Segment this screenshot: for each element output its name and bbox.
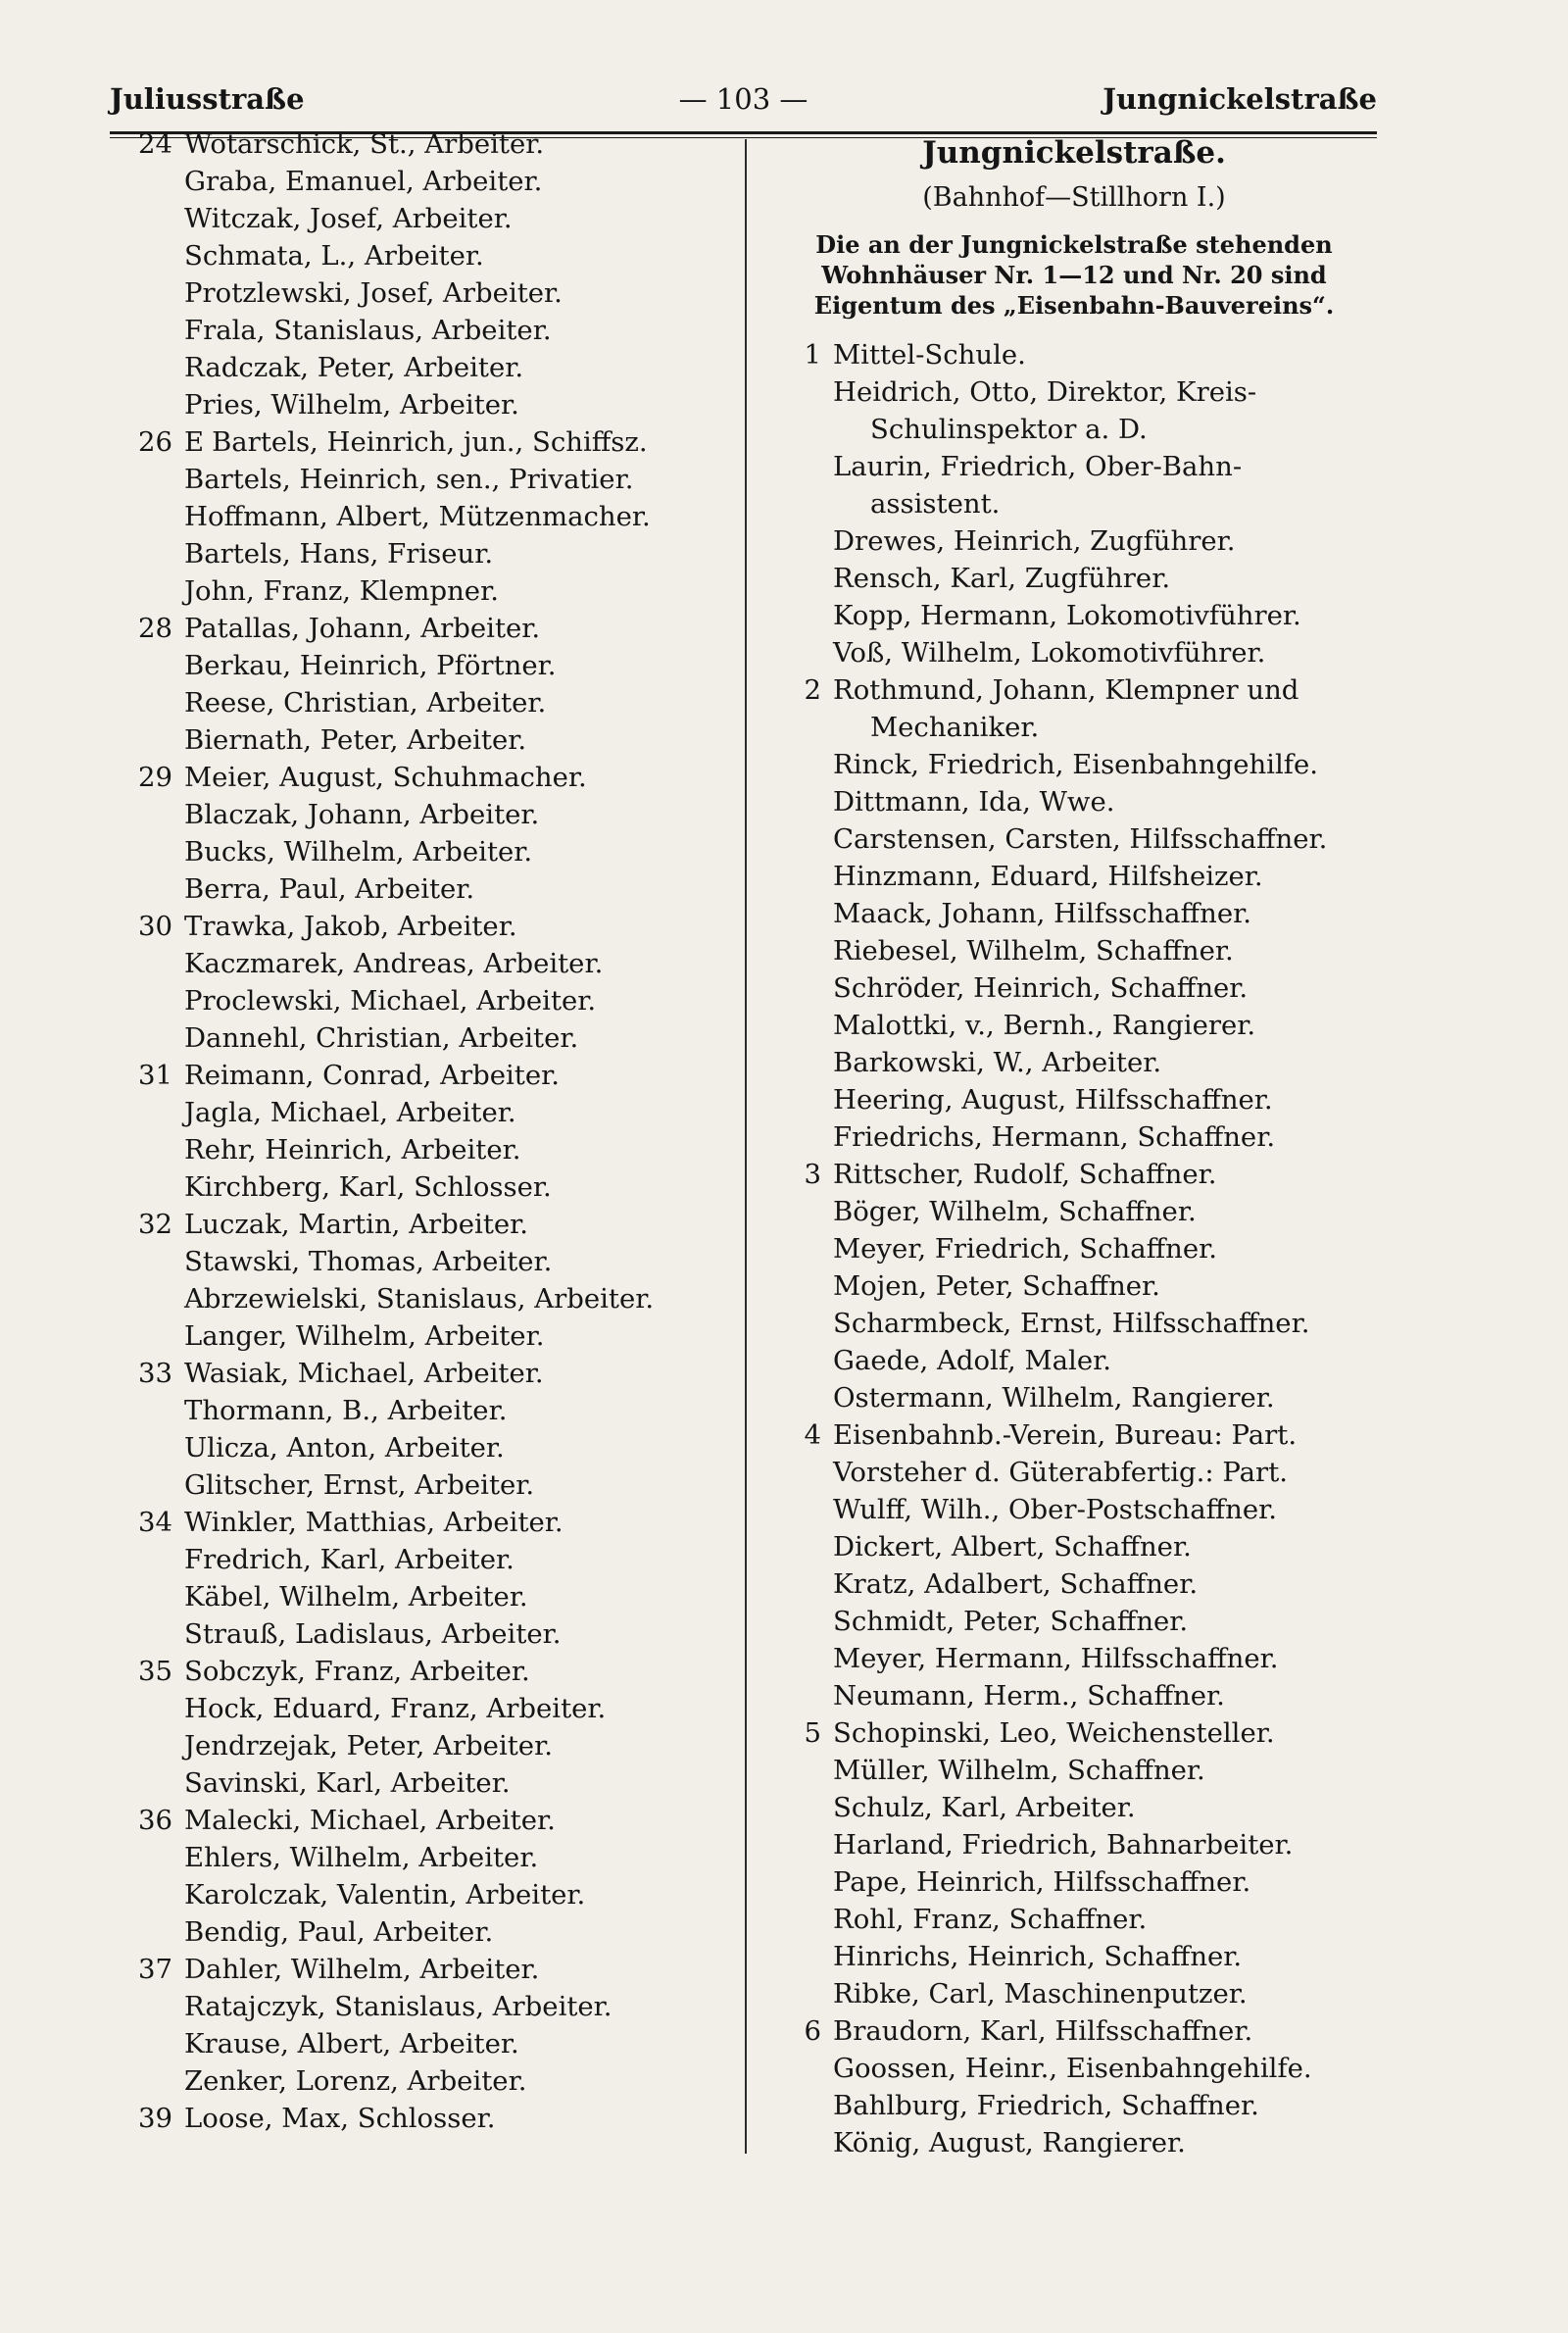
- resident-list: [833, 671, 1382, 1156]
- resident-line: [184, 1653, 733, 1690]
- resident-text: Hoffmann, Albert, Mützenmacher.: [184, 501, 651, 532]
- resident-text: Rehr, Heinrich, Arbeiter.: [184, 1134, 521, 1166]
- resident-line: [184, 386, 733, 423]
- resident-line: [184, 1690, 733, 1727]
- resident-list: [184, 1653, 733, 1802]
- left-column: [118, 125, 733, 2137]
- resident-text: Ehlers, Wilhelm, Arbeiter.: [184, 1842, 539, 1873]
- resident-line: [184, 125, 733, 163]
- resident-line: [184, 796, 733, 833]
- resident-text: Patallas, Johann, Arbeiter.: [184, 613, 541, 644]
- house-number: 28: [138, 613, 172, 644]
- resident-text: Goossen, Heinr., Eisenbahngehilfe.: [833, 2053, 1312, 2084]
- resident-line: [833, 411, 1382, 448]
- resident-line: [184, 759, 733, 796]
- resident-text: Rinck, Friedrich, Eisenbahngehilfe.: [833, 749, 1318, 780]
- resident-text: Dannehl, Christian, Arbeiter.: [184, 1022, 579, 1054]
- resident-line: [184, 349, 733, 386]
- resident-text: Müller, Wilhelm, Schaffner.: [833, 1755, 1205, 1786]
- house-entry: [766, 2012, 1382, 2161]
- resident-text: Dahler, Wilhelm, Arbeiter.: [184, 1954, 540, 1985]
- column-divider: [745, 139, 747, 2154]
- resident-text: Rohl, Franz, Schaffner.: [833, 1904, 1148, 1935]
- resident-text: Pries, Wilhelm, Arbeiter.: [184, 389, 519, 421]
- resident-line: [184, 200, 733, 237]
- resident-line: [184, 1913, 733, 1951]
- resident-text: Dittmann, Ida, Wwe.: [833, 786, 1115, 818]
- resident-line: [833, 1454, 1382, 1491]
- resident-text: Proclewski, Michael, Arbeiter.: [184, 985, 597, 1017]
- resident-text: Trawka, Jakob, Arbeiter.: [184, 911, 517, 942]
- resident-line: [833, 485, 1382, 522]
- resident-line: [184, 1839, 733, 1876]
- street-title: Jungnickelstraße.: [922, 135, 1226, 171]
- resident-text: Barkowski, W., Arbeiter.: [833, 1047, 1162, 1078]
- house-entry: [118, 1057, 733, 1206]
- resident-line: [833, 2050, 1382, 2087]
- resident-text: Kirchberg, Karl, Schlosser.: [184, 1171, 552, 1203]
- resident-list: [184, 1951, 733, 2100]
- resident-text: Ratajczyk, Stanislaus, Arbeiter.: [184, 1991, 612, 2022]
- resident-list: [184, 1802, 733, 1951]
- resident-line: [833, 1305, 1382, 1342]
- house-entry: [118, 125, 733, 423]
- resident-list: [184, 1504, 733, 1653]
- resident-text: Maack, Johann, Hilfsschaffner.: [833, 898, 1251, 929]
- resident-line: [184, 572, 733, 610]
- resident-line: [184, 1541, 733, 1578]
- resident-text: assistent.: [870, 488, 1001, 520]
- resident-line: [184, 1057, 733, 1094]
- resident-text: Kaczmarek, Andreas, Arbeiter.: [184, 948, 604, 979]
- resident-text: Vorsteher d. Güterabfertig.: Part.: [833, 1457, 1288, 1488]
- resident-line: [833, 1230, 1382, 1267]
- resident-text: Zenker, Lorenz, Arbeiter.: [184, 2065, 527, 2097]
- house-number: 36: [138, 1805, 172, 1836]
- resident-line: [184, 1317, 733, 1355]
- resident-text: Wotarschick, St., Arbeiter.: [184, 128, 545, 160]
- header-right-street: Jungnickelstraße: [1102, 82, 1377, 116]
- resident-line: [833, 560, 1382, 597]
- house-entry: [118, 1653, 733, 1802]
- resident-text: Neumann, Herm., Schaffner.: [833, 1680, 1225, 1712]
- resident-line: [184, 163, 733, 200]
- resident-line: [833, 1714, 1382, 1752]
- resident-line: [833, 709, 1382, 746]
- resident-text: Sobczyk, Franz, Arbeiter.: [184, 1656, 530, 1687]
- resident-line: [184, 1243, 733, 1280]
- resident-line: [184, 498, 733, 535]
- page-number: — 103 —: [678, 82, 808, 116]
- resident-line: [184, 1802, 733, 1839]
- resident-line: [833, 1342, 1382, 1379]
- resident-line: [184, 423, 733, 461]
- house-number: 24: [138, 128, 172, 160]
- resident-line: [184, 237, 733, 274]
- resident-line: [184, 461, 733, 498]
- resident-text: Fredrich, Karl, Arbeiter.: [184, 1544, 514, 1575]
- house-number: 33: [138, 1358, 172, 1389]
- resident-text: Radczak, Peter, Arbeiter.: [184, 352, 524, 383]
- resident-line: [833, 522, 1382, 560]
- resident-text: Jagla, Michael, Arbeiter.: [184, 1097, 516, 1128]
- resident-list: [184, 1355, 733, 1504]
- resident-text: Ribke, Carl, Maschinenputzer.: [833, 1978, 1248, 2010]
- resident-line: [184, 982, 733, 1019]
- resident-text: Langer, Wilhelm, Arbeiter.: [184, 1320, 545, 1352]
- house-number: 5: [804, 1717, 821, 1749]
- resident-list: [184, 610, 733, 759]
- house-number: 37: [138, 1954, 172, 1985]
- resident-text: Abrzewielski, Stanislaus, Arbeiter.: [184, 1283, 655, 1315]
- resident-line: [184, 2062, 733, 2100]
- resident-line: [833, 932, 1382, 969]
- resident-text: John, Franz, Klempner.: [184, 575, 499, 607]
- resident-line: [184, 2025, 733, 2062]
- house-entry: [118, 2100, 733, 2137]
- resident-text: Braudorn, Karl, Hilfsschaffner.: [833, 2015, 1253, 2047]
- house-number: 6: [804, 2015, 821, 2047]
- house-number: 2: [804, 674, 821, 706]
- resident-line: [833, 1901, 1382, 1938]
- resident-text: Luczak, Martin, Arbeiter.: [184, 1209, 529, 1240]
- resident-line: [184, 1764, 733, 1802]
- resident-text: Bartels, Heinrich, sen., Privatier.: [184, 464, 634, 495]
- resident-text: Rensch, Karl, Zugführer.: [833, 563, 1171, 594]
- resident-text: Carstensen, Carsten, Hilfsschaffner.: [833, 823, 1328, 855]
- resident-line: [833, 373, 1382, 411]
- resident-list: [833, 336, 1382, 671]
- resident-line: [833, 634, 1382, 671]
- resident-text: Scharmbeck, Ernst, Hilfsschaffner.: [833, 1308, 1310, 1339]
- resident-line: [184, 1727, 733, 1764]
- house-entry: [766, 1156, 1382, 1416]
- house-entry: [118, 423, 733, 610]
- resident-line: [833, 1379, 1382, 1416]
- house-entry: [766, 1714, 1382, 2012]
- resident-text: Ostermann, Wilhelm, Rangierer.: [833, 1382, 1275, 1414]
- resident-text: Graba, Emanuel, Arbeiter.: [184, 166, 543, 197]
- resident-line: [184, 610, 733, 647]
- resident-text: Stawski, Thomas, Arbeiter.: [184, 1246, 553, 1277]
- resident-text: Reimann, Conrad, Arbeiter.: [184, 1060, 560, 1091]
- resident-line: [833, 895, 1382, 932]
- resident-text: Mojen, Peter, Schaffner.: [833, 1270, 1160, 1302]
- resident-line: [184, 870, 733, 908]
- resident-line: [833, 1826, 1382, 1863]
- resident-text: Bucks, Wilhelm, Arbeiter.: [184, 836, 533, 868]
- resident-text: Glitscher, Ernst, Arbeiter.: [184, 1469, 535, 1501]
- resident-line: [833, 1267, 1382, 1305]
- resident-text: Friedrichs, Hermann, Schaffner.: [833, 1121, 1276, 1153]
- resident-text: Karolczak, Valentin, Arbeiter.: [184, 1879, 586, 1911]
- resident-line: [833, 1863, 1382, 1901]
- resident-text: Meier, August, Schuhmacher.: [184, 762, 587, 793]
- resident-text: Biernath, Peter, Arbeiter.: [184, 724, 527, 756]
- street-subtitle: (Bahnhof—Stillhorn I.): [922, 182, 1226, 213]
- resident-list: [184, 1206, 733, 1355]
- resident-text: Meyer, Friedrich, Schaffner.: [833, 1233, 1218, 1265]
- resident-text: Hock, Eduard, Franz, Arbeiter.: [184, 1693, 607, 1724]
- house-number: 35: [138, 1656, 172, 1687]
- resident-list: [184, 759, 733, 908]
- resident-line: [833, 2012, 1382, 2050]
- right-column: [766, 125, 1382, 2161]
- house-entry: [118, 1504, 733, 1653]
- resident-text: Blaczak, Johann, Arbeiter.: [184, 799, 540, 830]
- resident-line: [833, 969, 1382, 1007]
- resident-list: [184, 125, 733, 423]
- resident-line: [184, 1280, 733, 1317]
- house-number: 1: [804, 339, 821, 371]
- house-entry: [118, 1951, 733, 2100]
- resident-line: [833, 1156, 1382, 1193]
- resident-text: Loose, Max, Schlosser.: [184, 2103, 496, 2134]
- resident-text: Heering, August, Hilfsschaffner.: [833, 1084, 1273, 1116]
- house-number: 26: [138, 426, 172, 458]
- resident-text: Kopp, Hermann, Lokomotivführer.: [833, 600, 1301, 631]
- resident-line: [184, 1392, 733, 1429]
- house-entry: [118, 610, 733, 759]
- resident-line: [833, 1007, 1382, 1044]
- resident-text: Witczak, Josef, Arbeiter.: [184, 203, 513, 234]
- house-entry: [118, 1355, 733, 1504]
- resident-line: [184, 1951, 733, 1988]
- resident-line: [833, 1565, 1382, 1603]
- resident-text: Mittel-Schule.: [833, 339, 1026, 371]
- resident-text: Schmidt, Peter, Schaffner.: [833, 1606, 1189, 1637]
- resident-text: Malottki, v., Bernh., Rangierer.: [833, 1010, 1256, 1041]
- resident-list: [833, 1156, 1382, 1416]
- resident-line: [184, 1206, 733, 1243]
- resident-text: Savinski, Karl, Arbeiter.: [184, 1767, 511, 1799]
- resident-line: [184, 833, 733, 870]
- resident-text: Schröder, Heinrich, Schaffner.: [833, 972, 1249, 1004]
- resident-text: Strauß, Ladislaus, Arbeiter.: [184, 1618, 562, 1650]
- house-entry: [766, 671, 1382, 1156]
- resident-line: [184, 312, 733, 349]
- resident-line: [833, 1081, 1382, 1118]
- resident-list: [184, 2100, 733, 2137]
- resident-text: Voß, Wilhelm, Lokomotivführer.: [833, 637, 1266, 669]
- resident-text: Bartels, Heinrich, jun., Schiffsz.: [212, 426, 648, 458]
- resident-line: [833, 746, 1382, 783]
- house-number: 30: [138, 911, 172, 942]
- house-entry: [766, 336, 1382, 671]
- resident-line: [184, 1504, 733, 1541]
- resident-line: [833, 1938, 1382, 1975]
- resident-line: [833, 2087, 1382, 2124]
- resident-line: [833, 1752, 1382, 1789]
- street-note: Die an der Jungnickelstraße stehenden Wohnhäuser Nr. 1—12 und Nr. 20 sind Eigentum des „Eisenbahn-Bauvereins“.: [813, 230, 1335, 320]
- house-entry: [118, 1206, 733, 1355]
- resident-text: Pape, Heinrich, Hilfsschaffner.: [833, 1866, 1251, 1898]
- resident-line: [184, 945, 733, 982]
- resident-text: Rittscher, Rudolf, Schaffner.: [833, 1159, 1217, 1190]
- resident-text: Bendig, Paul, Arbeiter.: [184, 1916, 494, 1948]
- house-entry: [118, 759, 733, 908]
- resident-line: [184, 2100, 733, 2137]
- resident-line: [833, 858, 1382, 895]
- resident-line: [184, 647, 733, 684]
- resident-list: [833, 1714, 1382, 2012]
- resident-text: Kratz, Adalbert, Schaffner.: [833, 1568, 1199, 1600]
- house-entry: [118, 908, 733, 1057]
- resident-line: [833, 1491, 1382, 1528]
- resident-line: [833, 597, 1382, 634]
- resident-line: [184, 1876, 733, 1913]
- resident-text: Harland, Friedrich, Bahnarbeiter.: [833, 1829, 1294, 1861]
- resident-line: [833, 1975, 1382, 2012]
- house-number: 32: [138, 1209, 172, 1240]
- house-entry: [766, 1416, 1382, 1714]
- resident-text: Hinzmann, Eduard, Hilfsheizer.: [833, 861, 1263, 892]
- right-entries: [766, 336, 1382, 2161]
- resident-line: [184, 721, 733, 759]
- resident-line: [184, 1466, 733, 1504]
- resident-line: [184, 1578, 733, 1615]
- resident-line: [833, 1118, 1382, 1156]
- resident-text: Dickert, Albert, Schaffner.: [833, 1531, 1192, 1563]
- resident-list: [833, 1416, 1382, 1714]
- resident-text: König, August, Rangierer.: [833, 2127, 1186, 2159]
- house-number: 31: [138, 1060, 172, 1091]
- resident-line: [833, 671, 1382, 709]
- resident-text: Protzlewski, Josef, Arbeiter.: [184, 277, 563, 309]
- resident-line: [833, 1528, 1382, 1565]
- house-number: 4: [804, 1419, 821, 1451]
- resident-text: Schulinspektor a. D.: [870, 414, 1148, 445]
- resident-line: [184, 274, 733, 312]
- resident-text: Riebesel, Wilhelm, Schaffner.: [833, 935, 1234, 967]
- resident-text: Gaede, Adolf, Maler.: [833, 1345, 1111, 1376]
- resident-line: [833, 783, 1382, 820]
- resident-list: [184, 423, 733, 610]
- house-number: 3: [804, 1159, 821, 1190]
- resident-text: Jendrzejak, Peter, Arbeiter.: [184, 1730, 553, 1762]
- resident-line: [184, 1168, 733, 1206]
- resident-list: [184, 908, 733, 1057]
- resident-text: Winkler, Matthias, Arbeiter.: [184, 1507, 564, 1538]
- header-left-street: Juliusstraße: [110, 82, 305, 116]
- resident-text: Krause, Albert, Arbeiter.: [184, 2028, 519, 2060]
- resident-line: [833, 1416, 1382, 1454]
- resident-line: [184, 1131, 733, 1168]
- resident-text: Frala, Stanislaus, Arbeiter.: [184, 315, 552, 346]
- resident-line: [833, 1603, 1382, 1640]
- resident-line: [184, 1429, 733, 1466]
- resident-line: [833, 2124, 1382, 2161]
- entry-mark: E: [184, 426, 205, 458]
- resident-text: Wulff, Wilh., Ober-Postschaffner.: [833, 1494, 1277, 1525]
- resident-text: Laurin, Friedrich, Ober-Bahn-: [833, 451, 1243, 482]
- resident-text: Berkau, Heinrich, Pförtner.: [184, 650, 557, 681]
- resident-line: [184, 684, 733, 721]
- resident-line: [833, 1789, 1382, 1826]
- resident-text: Bahlburg, Friedrich, Schaffner.: [833, 2090, 1259, 2121]
- resident-text: Heidrich, Otto, Direktor, Kreis-: [833, 376, 1257, 408]
- resident-line: [833, 1677, 1382, 1714]
- resident-text: Drewes, Heinrich, Zugführer.: [833, 525, 1236, 557]
- house-entry: [118, 1802, 733, 1951]
- resident-text: Böger, Wilhelm, Schaffner.: [833, 1196, 1197, 1227]
- resident-line: [184, 1019, 733, 1057]
- resident-text: Thormann, B., Arbeiter.: [184, 1395, 508, 1426]
- resident-text: Eisenbahnb.-Verein, Bureau: Part.: [833, 1419, 1298, 1451]
- resident-text: Mechaniker.: [870, 712, 1040, 743]
- resident-line: [833, 1044, 1382, 1081]
- resident-line: [184, 535, 733, 572]
- resident-text: Malecki, Michael, Arbeiter.: [184, 1805, 556, 1836]
- resident-line: [184, 1988, 733, 2025]
- resident-text: Bartels, Hans, Friseur.: [184, 538, 494, 570]
- house-number: 39: [138, 2103, 172, 2134]
- resident-line: [184, 1355, 733, 1392]
- resident-line: [833, 1640, 1382, 1677]
- resident-text: Meyer, Hermann, Hilfsschaffner.: [833, 1643, 1279, 1674]
- house-number: 34: [138, 1507, 172, 1538]
- resident-text: Schmata, L., Arbeiter.: [184, 240, 484, 272]
- resident-list: [833, 2012, 1382, 2161]
- resident-line: [833, 820, 1382, 858]
- resident-text: Schulz, Karl, Arbeiter.: [833, 1792, 1136, 1823]
- resident-text: Reese, Christian, Arbeiter.: [184, 687, 547, 719]
- resident-text: Rothmund, Johann, Klempner und: [833, 674, 1299, 706]
- resident-text: Wasiak, Michael, Arbeiter.: [184, 1358, 544, 1389]
- resident-text: Käbel, Wilhelm, Arbeiter.: [184, 1581, 528, 1613]
- resident-line: [184, 1615, 733, 1653]
- resident-line: [833, 336, 1382, 373]
- resident-text: Uliczа, Anton, Arbeiter.: [184, 1432, 505, 1464]
- page-header: [110, 82, 1377, 127]
- resident-text: Schopinski, Leo, Weichensteller.: [833, 1717, 1275, 1749]
- resident-list: [184, 1057, 733, 1206]
- resident-text: Hinrichs, Heinrich, Schaffner.: [833, 1941, 1243, 1972]
- resident-line: [184, 1094, 733, 1131]
- resident-line: [833, 1193, 1382, 1230]
- resident-line: [833, 448, 1382, 485]
- house-number: 29: [138, 762, 172, 793]
- resident-line: [184, 908, 733, 945]
- resident-text: Berra, Paul, Arbeiter.: [184, 873, 475, 905]
